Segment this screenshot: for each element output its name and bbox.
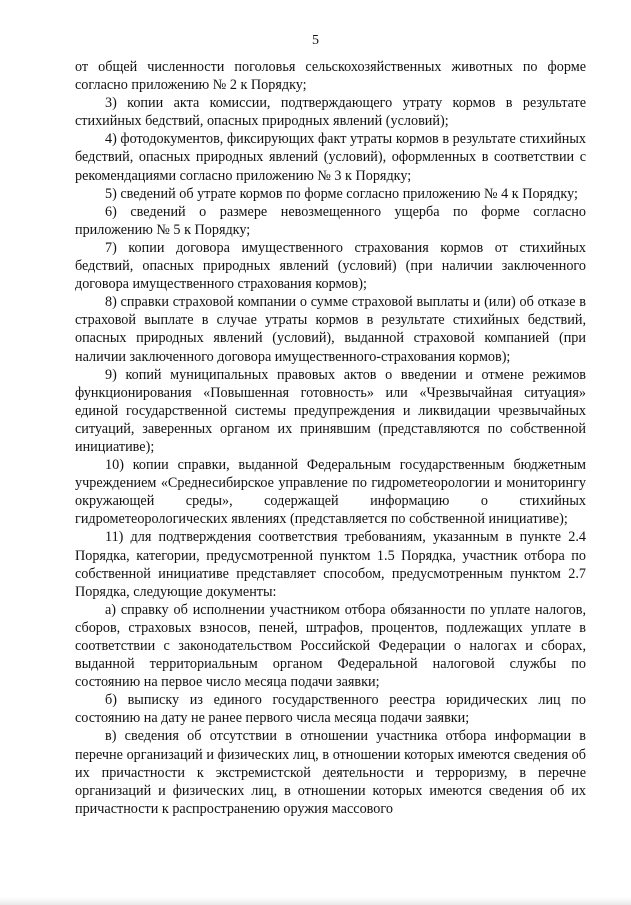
paragraph-item-5: 5) сведений об утрате кормов по форме согласно приложению № 4 к Порядку; bbox=[105, 185, 578, 202]
paragraph-continuation: от общей численности поголовья сельскохозяйственных животных по форме согласно приложению № 2 к Порядку; bbox=[75, 59, 586, 94]
paragraph-item-10: 10) копии справки, выданной Федеральным государственным бюджетным учреждением «Среднесибирское управление по гидрометеорологии и мониторингу окружающей среды», содержащей информацию о стихийных гидрометеорологических явлениях (представляется по собственной инициативе); bbox=[75, 457, 586, 528]
scan-edge-shadow bbox=[0, 897, 631, 905]
paragraph-item-8: 8) справки страховой компании о сумме страховой выплаты и (или) об отказе в страховой выплате в случае утраты кормов в результате стихийных бедствий, опасных природных явлений (условий), выданной страховой компанией (при наличии заключенного договора имущественного-страхования кормов); bbox=[75, 294, 586, 365]
paragraph-item-3: 3) копии акта комиссии, подтверждающего утрату кормов в результате стихийных бедствий, опасных природных явлений (условий); bbox=[75, 95, 586, 130]
paragraph-subitem-v: в) сведения об отсутствии в отношении участника отбора информации в перечне организаций и физических лиц, в отношении которых имеются сведения об их причастности к экстремистской деятельности и терроризму, в перечне организаций и физических лиц, в отношении которых имеются сведения об их причастности к распространению оружия массового bbox=[75, 728, 586, 817]
paragraph-item-9: 9) копий муниципальных правовых актов о введении и отмене режимов функционирования «Повышенная готовность» или «Чрезвычайная ситуация» единой государственной системы предупреждения и ликвидации чрезвычайных ситуаций, заверенных органом их принявшим (представляются по собственной инициативе); bbox=[75, 366, 586, 455]
paragraph-item-6: 6) сведений о размере невозмещенного ущерба по форме согласно приложению № 5 к Порядку; bbox=[75, 203, 586, 238]
page-number: 5 bbox=[312, 33, 319, 48]
document-body bbox=[75, 58, 586, 818]
paragraph-item-11: 11) для подтверждения соответствия требованиям, указанным в пункте 2.4 Порядка, категории, предусмотренной пунктом 1.5 Порядка, участник отбора по собственной инициативе представляет способом, предусмотренным пунктом 2.7 Порядка, следующие документы: bbox=[75, 529, 586, 600]
paragraph-subitem-a: а) справку об исполнении участником отбора обязанности по уплате налогов, сборов, страховых взносов, пеней, штрафов, процентов, подлежащих уплате в соответствии с законодательством Российской Федерации о налогах и сборах, выданной территориальным органом Федеральной налоговой службы по состоянию на первое число месяца подачи заявки; bbox=[75, 601, 586, 691]
paragraph-subitem-b: б) выписку из единого государственного реестра юридических лиц по состоянию на дату не ранее первого числа месяца подачи заявки; bbox=[75, 692, 586, 727]
paragraph-item-4: 4) фотодокументов, фиксирующих факт утраты кормов в результате стихийных бедствий, опасных природных явлений (условий), оформленных в соответствии с рекомендациями согласно приложению № 3 к Порядку; bbox=[75, 131, 586, 184]
paragraph-item-7: 7) копии договора имущественного страхования кормов от стихийных бедствий, опасных природных явлений (условий) (при наличии заключенного договора имущественного страхования кормов); bbox=[75, 239, 586, 293]
